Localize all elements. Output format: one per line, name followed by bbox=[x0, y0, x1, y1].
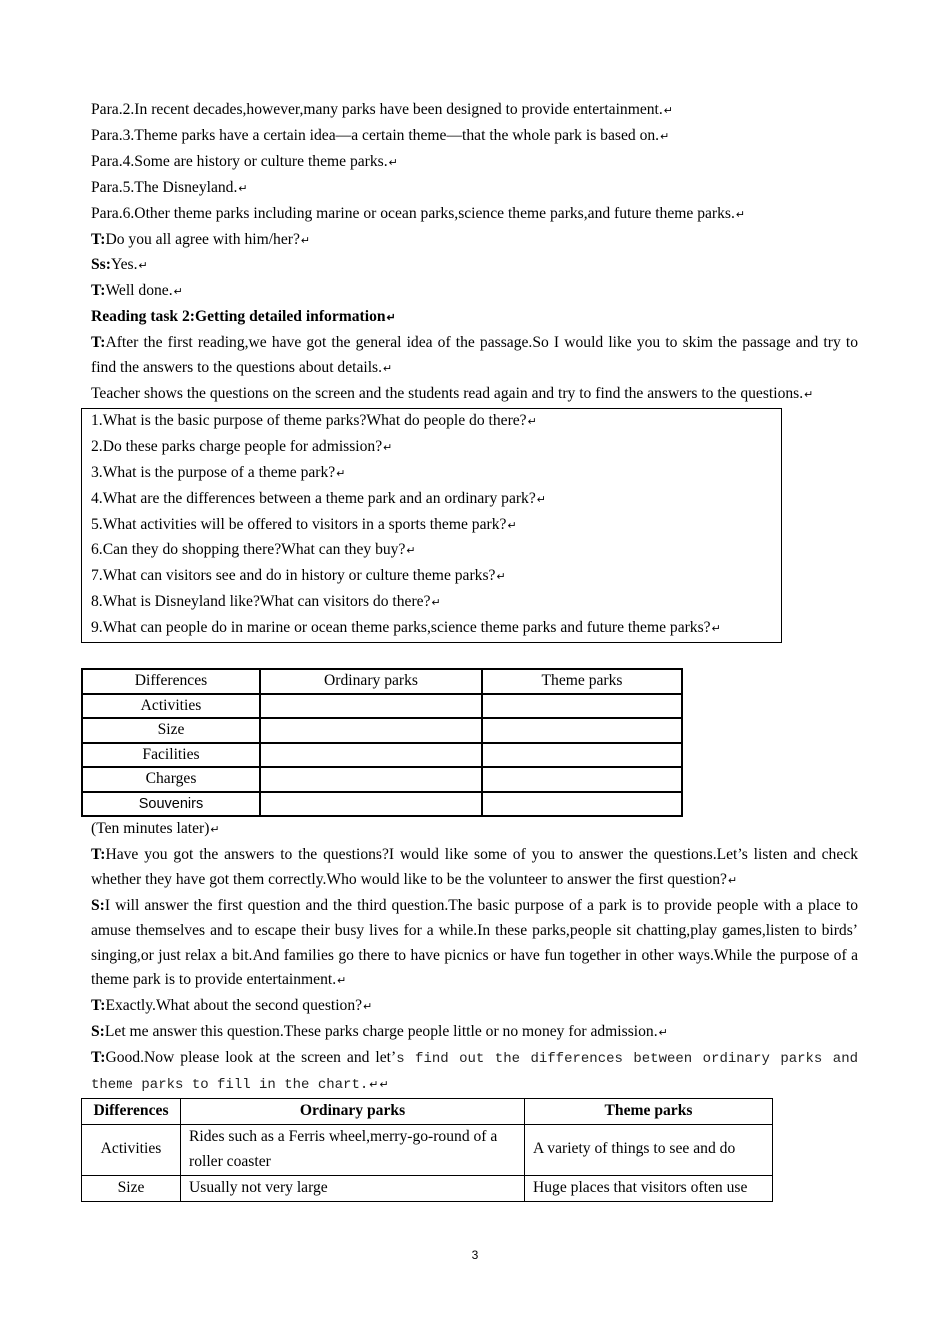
question-text: 3.What is the purpose of a theme park? bbox=[91, 463, 336, 481]
paragraph-mark-icon: ↵ bbox=[300, 234, 311, 247]
dialog-line bbox=[91, 843, 858, 894]
question-item bbox=[91, 487, 772, 513]
questions-box bbox=[81, 408, 782, 643]
table-cell: Huge places that visitors often use bbox=[525, 1175, 773, 1201]
header-cell: Differences bbox=[82, 1099, 181, 1125]
paragraph-mark-icon: ↵ bbox=[507, 519, 517, 532]
row-label: Charges bbox=[82, 767, 260, 792]
header-cell: Ordinary parks bbox=[260, 669, 482, 694]
row-label: Souvenirs bbox=[82, 792, 260, 817]
blank-cell bbox=[482, 694, 682, 719]
section-heading: Reading task 2:Getting detailed information↵ bbox=[91, 308, 396, 326]
question-item bbox=[91, 461, 772, 487]
question-item bbox=[91, 435, 772, 461]
paragraph-mark-icon: ↵ bbox=[660, 130, 670, 143]
dialog-text: I will answer the first question and the third question.The basic purpose of a park is to provide people with a place to amuse themselves and to escape their busy lives for a while.In these parks,people sit chatting,play games,listen to birds’ singing,or just relax a bit.And families go there to have picnics or have fun together in other ways.While the purpose of a theme park is to provide entertainment. bbox=[91, 896, 858, 989]
paragraph-mark-icon: ↵ bbox=[383, 363, 393, 376]
paragraph-mark-icon: ↵ bbox=[496, 571, 506, 584]
dialog-text: Have you got the answers to the questions?I would like some of you to answer the questions.Let’s listen and check whether they have got them correctly.Who would like to be the volunteer to answer the first question? bbox=[91, 845, 858, 888]
question-text: 8.What is Disneyland like?What can visitors do there? bbox=[91, 593, 431, 611]
dialog-line bbox=[91, 228, 858, 254]
table-row bbox=[82, 694, 682, 719]
paragraph-mark-icon: ↵ bbox=[406, 545, 416, 558]
speaker-label: S: bbox=[91, 1023, 105, 1041]
time-note: (Ten minutes later)↵ bbox=[91, 820, 220, 838]
paragraph-mark-icon: ↵ bbox=[388, 156, 398, 169]
header-cell: Theme parks bbox=[525, 1099, 773, 1125]
paragraph-summary bbox=[91, 176, 858, 202]
header-cell: Theme parks bbox=[482, 669, 682, 694]
table-cell: A variety of things to see and do bbox=[525, 1124, 773, 1175]
table-cell: Rides such as a Ferris wheel,merry-go-round of a roller coaster bbox=[181, 1124, 525, 1175]
dialog-line bbox=[91, 253, 858, 279]
teacher-note: Teacher shows the questions on the screen and the students read again and try to find the answers to the questions.↵ bbox=[91, 384, 814, 402]
table-row bbox=[82, 1175, 773, 1201]
paragraph-mark-icon: ↵ bbox=[383, 441, 393, 454]
summary-text: Para.5.The Disneyland. bbox=[91, 178, 238, 196]
paragraph-summary bbox=[91, 124, 858, 150]
blank-cell bbox=[260, 743, 482, 768]
blank-cell bbox=[260, 694, 482, 719]
dialog-text: Yes. bbox=[110, 256, 138, 274]
question-item bbox=[91, 590, 772, 616]
dialog-line bbox=[91, 994, 858, 1020]
paragraph-mark-icon: ↵ bbox=[527, 415, 537, 428]
table-row bbox=[82, 743, 682, 768]
blank-cell bbox=[482, 718, 682, 743]
question-item bbox=[91, 409, 772, 435]
table-header-row bbox=[82, 1099, 773, 1125]
speaker-label: T: bbox=[91, 997, 106, 1015]
blank-cell bbox=[260, 767, 482, 792]
paragraph-mark-icon: ↵ bbox=[363, 1001, 373, 1014]
dialog-line: T:Good.Now please look at the screen and let’s find out the differences between ordinary parks and theme parks to fill in the chart.↵↵ bbox=[91, 1049, 859, 1094]
paragraph-mark-icon: ↵ bbox=[804, 388, 814, 401]
table-header-row bbox=[82, 669, 682, 694]
paragraph-mark-icon: ↵ bbox=[735, 208, 746, 221]
paragraph-mark-icon: ↵ bbox=[658, 1027, 668, 1040]
speaker-label: S: bbox=[91, 896, 105, 914]
question-text: 2.Do these parks charge people for admission? bbox=[91, 437, 383, 455]
summary-text: Para.2.In recent decades,however,many parks have been designed to provide entertainment. bbox=[91, 101, 663, 118]
blank-cell bbox=[260, 718, 482, 743]
paragraph-mark-icon: ↵ bbox=[210, 824, 220, 837]
dialog-line: T:After the first reading,we have got the general idea of the passage.So I would like you to skim the passage and try to find the answers to the questions about details.↵ bbox=[91, 334, 858, 377]
dialog-line bbox=[91, 894, 858, 995]
table-row bbox=[82, 792, 682, 817]
row-label: Facilities bbox=[82, 743, 260, 768]
document-body bbox=[91, 98, 858, 1202]
dialog-text: Exactly.What about the second question? bbox=[105, 997, 363, 1015]
table-cell: Size bbox=[82, 1175, 181, 1201]
question-text: 7.What can visitors see and do in history or culture theme parks? bbox=[91, 567, 496, 585]
paragraph-summary bbox=[91, 98, 858, 124]
speaker-label: T: bbox=[91, 282, 106, 300]
paragraph-mark-icon: ↵ bbox=[431, 597, 441, 610]
question-text: 6.Can they do shopping there?What can they buy? bbox=[91, 541, 406, 559]
paragraph-mark-icon: ↵ bbox=[727, 874, 738, 887]
table-row bbox=[82, 767, 682, 792]
header-cell: Ordinary parks bbox=[181, 1099, 525, 1125]
blank-cell bbox=[482, 743, 682, 768]
paragraph-mark-icon: ↵ bbox=[337, 975, 347, 988]
question-text: 5.What activities will be offered to visitors in a sports theme park? bbox=[91, 515, 507, 533]
question-item bbox=[91, 616, 772, 642]
row-label: Activities bbox=[82, 694, 260, 719]
speaker-label: T: bbox=[91, 845, 106, 863]
speaker-label: Ss: bbox=[91, 256, 111, 274]
page-number: 3 bbox=[471, 1248, 479, 1262]
dialog-line bbox=[91, 279, 858, 305]
paragraph-mark-icon: ↵ bbox=[379, 1079, 389, 1092]
paragraph-mark-icon: ↵ bbox=[336, 467, 346, 480]
row-label: Size bbox=[82, 718, 260, 743]
blank-cell bbox=[482, 792, 682, 817]
blank-cell bbox=[482, 767, 682, 792]
differences-answer-table bbox=[81, 1098, 773, 1202]
question-item bbox=[91, 564, 772, 590]
paragraph-mark-icon: ↵ bbox=[138, 260, 148, 273]
paragraph-mark-icon: ↵ bbox=[663, 105, 674, 117]
paragraph-summary bbox=[91, 150, 858, 176]
table-row bbox=[82, 1124, 773, 1175]
differences-blank-table bbox=[81, 668, 683, 817]
paragraph-mark-icon: ↵ bbox=[369, 1079, 379, 1092]
summary-text: Para.6.Other theme parks including marine or ocean parks,science theme parks,and future theme parks. bbox=[91, 204, 735, 222]
blank-cell bbox=[260, 792, 482, 817]
table-row bbox=[82, 718, 682, 743]
dialog-text: Let me answer this question.These parks charge people little or no money for admission. bbox=[104, 1023, 658, 1041]
dialog-line bbox=[91, 1020, 858, 1046]
question-text: 1.What is the basic purpose of theme parks?What do people do there? bbox=[91, 411, 527, 429]
summary-text: Para.4.Some are history or culture theme parks. bbox=[91, 152, 388, 170]
dialog-text: Do you all agree with him/her? bbox=[105, 230, 300, 248]
paragraph-mark-icon: ↵ bbox=[711, 623, 721, 636]
paragraph-mark-icon: ↵ bbox=[238, 182, 248, 195]
table-cell: Activities bbox=[82, 1124, 181, 1175]
question-text: 9.What can people do in marine or ocean theme parks,science theme parks and future theme parks? bbox=[91, 619, 711, 637]
paragraph-mark-icon: ↵ bbox=[536, 493, 546, 506]
question-item bbox=[91, 538, 772, 564]
paragraph-mark-icon: ↵ bbox=[386, 312, 396, 325]
paragraph-mark-icon: ↵ bbox=[173, 286, 183, 299]
question-item bbox=[91, 513, 772, 539]
summary-text: Para.3.Theme parks have a certain idea—a certain theme—that the whole park is based on. bbox=[91, 126, 660, 144]
paragraph-summary bbox=[91, 202, 858, 228]
speaker-label: T: bbox=[91, 230, 106, 248]
question-text: 4.What are the differences between a theme park and an ordinary park? bbox=[91, 489, 536, 507]
table-cell: Usually not very large bbox=[181, 1175, 525, 1201]
header-cell: Differences bbox=[82, 669, 260, 694]
dialog-text: Well done. bbox=[105, 282, 173, 300]
